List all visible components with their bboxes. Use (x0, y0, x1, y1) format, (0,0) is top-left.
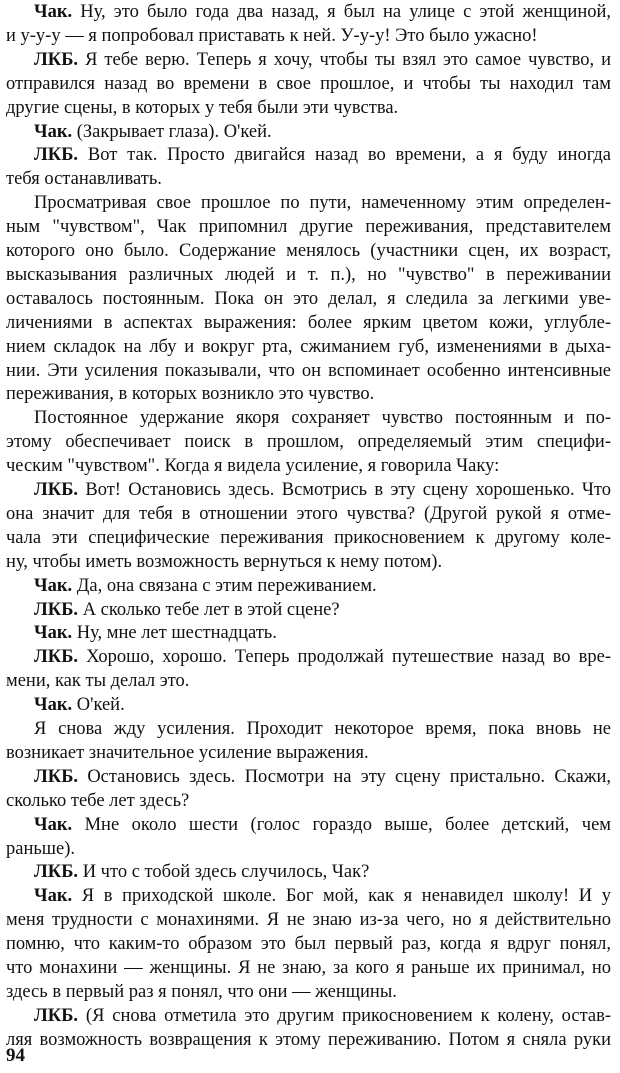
text-line: оставалось постоянным. Пока он это делал, я следила за легкими уве- (6, 288, 611, 309)
text-line: ну, чтобы иметь возможность вернуться к нему потом). (6, 551, 443, 572)
text-line: меня трудности с монахинями. Я не знаю из-за чего, но я действительно (6, 910, 611, 931)
text-line: Чак. Мне около шести (голос гораздо выше, более детский, чем (34, 814, 611, 835)
text-line: ЛКБ. Остановись здесь. Посмотри на эту сцену пристально. Скажи, (34, 766, 611, 787)
text-line: чала эти специфические переживания прикосновением к другому коле- (6, 527, 611, 548)
text-line: ЛКБ. А сколько тебе лет в этой сцене? (34, 599, 340, 620)
speaker-label: ЛКБ. (34, 599, 79, 620)
text-line: Чак. Я в приходской школе. Бог мой, как я ненавидел школу! И у (34, 886, 611, 907)
text-line: Чак. Ну, это было года два назад, я был на улице с этой женщиной, (34, 2, 611, 22)
speaker-label: ЛКБ. (34, 647, 79, 668)
text-line: раньше). (6, 838, 76, 859)
text-line: этому обеспечивает поиск в прошлом, определяемый этим специфи- (6, 432, 611, 453)
text-line: она значит для тебя в отношении этого чувства? (Другой рукой я отме- (6, 503, 611, 524)
speaker-label: ЛКБ. (34, 145, 79, 166)
text-line: переживания, в которых возникло это чувство. (6, 384, 375, 405)
text-line: нием складок на лбу и вокруг рта, сжиманием губ, изменениями в дыха- (6, 336, 611, 357)
text-line: высказывания различных людей и т. п.), но "чувство" в переживании (6, 264, 611, 285)
text-line: Чак. Ну, мне лет шестнадцать. (34, 623, 277, 644)
text-line: личениями в аспектах выражения: более ярким цветом кожи, углубле- (6, 312, 611, 333)
text-line: Чак. Да, она связана с этим переживанием. (34, 575, 377, 596)
speaker-label: Чак. (34, 814, 73, 835)
text-line: ЛКБ. Вот! Остановись здесь. Всмотрись в эту сцену хорошенько. Что (34, 480, 611, 500)
text-line: ЛКБ. Вот так. Просто двигайся назад во времени, а я буду иногда (34, 145, 611, 166)
text-line: Чак. (Закрывает глаза). О'кей. (34, 121, 272, 142)
text-line: тебя останавливать. (6, 169, 162, 190)
text-line: Постоянное удержание якоря сохраняет чувство постоянным и по- (34, 408, 611, 429)
speaker-label: ЛКБ. (34, 1005, 79, 1026)
text-line: ЛКБ. И что с тобой здесь случилось, Чак? (34, 862, 370, 883)
text-line: сколько тебе лет здесь? (6, 790, 190, 811)
text-line: мени, как ты делал это. (6, 671, 190, 692)
text-line: Чак. О'кей. (34, 695, 125, 716)
text-line: Я снова жду усиления. Проходит некоторое время, пока вновь не (34, 719, 611, 739)
text-line: которого оно было. Содержание менялось (участники сцен, их возраст, (6, 241, 611, 261)
text-line: и у-у-у — я попробовал приставать к ней. У-у-у! Это было ужасно! (6, 25, 538, 46)
page-number: 94 (6, 1045, 25, 1066)
text-line: помню, что каким-то образом это был первый раз, когда я вдруг понял, (6, 934, 611, 955)
text-line: ЛКБ. Хорошо, хорошо. Теперь продолжай путешествие назад во вре- (34, 647, 611, 668)
speaker-label: Чак. (34, 121, 73, 142)
text-line: что монахини — женщины. Я не знаю, за кого я раньше их принимал, но (6, 958, 611, 978)
speaker-label: ЛКБ. (34, 49, 79, 70)
text-line: нии. Эти усиления показывали, что он вспоминает особенно интенсивные (6, 360, 611, 381)
text-line: отправился назад во времени в свое прошлое, и чтобы ты находил там (6, 73, 611, 94)
text-line: ЛКБ. (Я снова отметила это другим прикосновением к колену, остав- (34, 1005, 611, 1026)
text-line: ным "чувством", Чак припомнил другие переживания, представителем (6, 217, 611, 238)
text-line: возникает значительное усиление выражения. (6, 742, 369, 763)
text-line: ческим "чувством". Когда я видела усиление, я говорила Чаку: (6, 456, 500, 477)
speaker-label: ЛКБ. (34, 862, 79, 883)
text-line: ляя возможность возвращения к этому переживанию. Потом я сняла руки (6, 1029, 611, 1050)
speaker-label: Чак. (34, 886, 73, 907)
text-line: Просматривая свое прошлое по пути, намеченному этим определен- (34, 193, 611, 214)
speaker-label: ЛКБ. (34, 766, 79, 787)
speaker-label: ЛКБ. (34, 480, 79, 500)
speaker-label: Чак. (34, 2, 73, 22)
text-line: здесь в первый раз я понял, что они — женщины. (6, 981, 397, 1002)
speaker-label: Чак. (34, 695, 73, 716)
text-line: другие сцены, в которых у тебя были эти чувства. (6, 97, 399, 118)
speaker-label: Чак. (34, 623, 73, 644)
speaker-label: Чак. (34, 575, 73, 596)
text-line: ЛКБ. Я тебе верю. Теперь я хочу, чтобы ты взял это самое чувство, и (34, 49, 611, 70)
